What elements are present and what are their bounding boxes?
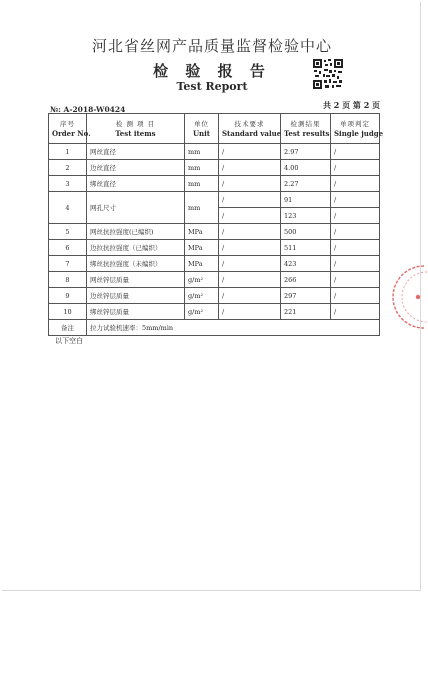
table-row: [49, 256, 380, 272]
remark-text: 拉力试验机速率：5mm/min: [87, 320, 380, 336]
cell-standard: /: [219, 288, 281, 304]
cell-item: 网孔尺寸: [87, 192, 185, 224]
cell-item: 绑丝锌层质量: [87, 304, 185, 320]
official-seal-icon: [398, 262, 428, 332]
cell-result: 123: [281, 208, 331, 224]
table-row: [49, 272, 380, 288]
cell-judge: /: [331, 224, 380, 240]
cell-result: 500: [281, 224, 331, 240]
cell-standard: /: [219, 192, 281, 208]
report-number: №: A-2018-W0424: [50, 105, 126, 114]
cell-order: 3: [49, 176, 87, 192]
column-header-unit: 单位 Unit: [185, 114, 219, 144]
cell-item: 边丝锌层质量: [87, 288, 185, 304]
cell-judge: /: [331, 272, 380, 288]
cell-standard: /: [219, 208, 281, 224]
cell-judge: /: [331, 288, 380, 304]
cell-judge: /: [331, 240, 380, 256]
cell-judge: /: [331, 176, 380, 192]
table-row: [49, 192, 380, 208]
cell-judge: /: [331, 160, 380, 176]
cell-result: 423: [281, 256, 331, 272]
cell-standard: /: [219, 224, 281, 240]
cell-item: 绑丝抗拉强度（未编织）: [87, 256, 185, 272]
cell-order: 9: [49, 288, 87, 304]
cell-item: 网丝直径: [87, 144, 185, 160]
table-row: [49, 288, 380, 304]
cell-standard: /: [219, 256, 281, 272]
cell-item: 网丝锌层质量: [87, 272, 185, 288]
column-header-results: 检测结果 Test results: [281, 114, 331, 144]
cell-order: 2: [49, 160, 87, 176]
cell-order: 8: [49, 272, 87, 288]
table-row: [49, 144, 380, 160]
page-indicator: 共 2 页 第 2 页: [323, 100, 381, 110]
cell-judge: /: [331, 208, 380, 224]
cell-order: 6: [49, 240, 87, 256]
cell-result: 221: [281, 304, 331, 320]
cell-unit: g/m²: [185, 272, 219, 288]
cell-unit: MPa: [185, 256, 219, 272]
column-header-items: 检 测 项 目 Test items: [87, 114, 185, 144]
cell-item: 边拉抗拉强度（已编织）: [87, 240, 185, 256]
cell-unit: mm: [185, 160, 219, 176]
cell-result: 4.00: [281, 160, 331, 176]
cell-judge: /: [331, 304, 380, 320]
cell-judge: /: [331, 192, 380, 208]
cell-result: 511: [281, 240, 331, 256]
cell-unit: g/m²: [185, 288, 219, 304]
cell-unit: mm: [185, 192, 219, 224]
cell-standard: /: [219, 176, 281, 192]
cell-standard: /: [219, 272, 281, 288]
cell-standard: /: [219, 160, 281, 176]
cell-result: 2.27: [281, 176, 331, 192]
test-results-table: [48, 113, 384, 336]
cell-unit: MPa: [185, 240, 219, 256]
table-row: [49, 160, 380, 176]
cell-unit: g/m²: [185, 304, 219, 320]
table-row: [49, 224, 380, 240]
qr-code-icon: [312, 58, 344, 90]
cell-order: 1: [49, 144, 87, 160]
cell-result: 91: [281, 192, 331, 208]
column-header-standard: 技术要求 Standard value: [219, 114, 281, 144]
cell-standard: /: [219, 144, 281, 160]
cell-unit: mm: [185, 176, 219, 192]
organization-title: 河北省丝网产品质量监督检验中心: [91, 37, 332, 55]
cell-order: 5: [49, 224, 87, 240]
cell-judge: /: [331, 144, 380, 160]
cell-item: 边丝直径: [87, 160, 185, 176]
cell-item: 网丝抗拉强度(已编织): [87, 224, 185, 240]
column-header-order: 序号 Order No.: [49, 114, 87, 144]
cell-result: 297: [281, 288, 331, 304]
blank-below-note: 以下空白: [55, 337, 83, 345]
cell-judge: /: [331, 256, 380, 272]
report-title-english: Test Report: [176, 80, 248, 93]
cell-standard: /: [219, 304, 281, 320]
cell-standard: /: [219, 240, 281, 256]
remark-row: [49, 320, 380, 336]
table-row: [49, 176, 380, 192]
cell-order: 10: [49, 304, 87, 320]
cell-result: 266: [281, 272, 331, 288]
table-row: [49, 240, 380, 256]
cell-result: 2.97: [281, 144, 331, 160]
remark-label: 备注: [49, 320, 87, 336]
report-title: 检 验 报 告: [153, 62, 271, 80]
cell-order: 7: [49, 256, 87, 272]
cell-order: 4: [49, 192, 87, 224]
cell-item: 绑丝直径: [87, 176, 185, 192]
table-header-row: [49, 114, 380, 144]
cell-unit: MPa: [185, 224, 219, 240]
cell-unit: mm: [185, 144, 219, 160]
column-header-judge: 单项判定 Single judge: [331, 114, 380, 144]
table-row: [49, 304, 380, 320]
